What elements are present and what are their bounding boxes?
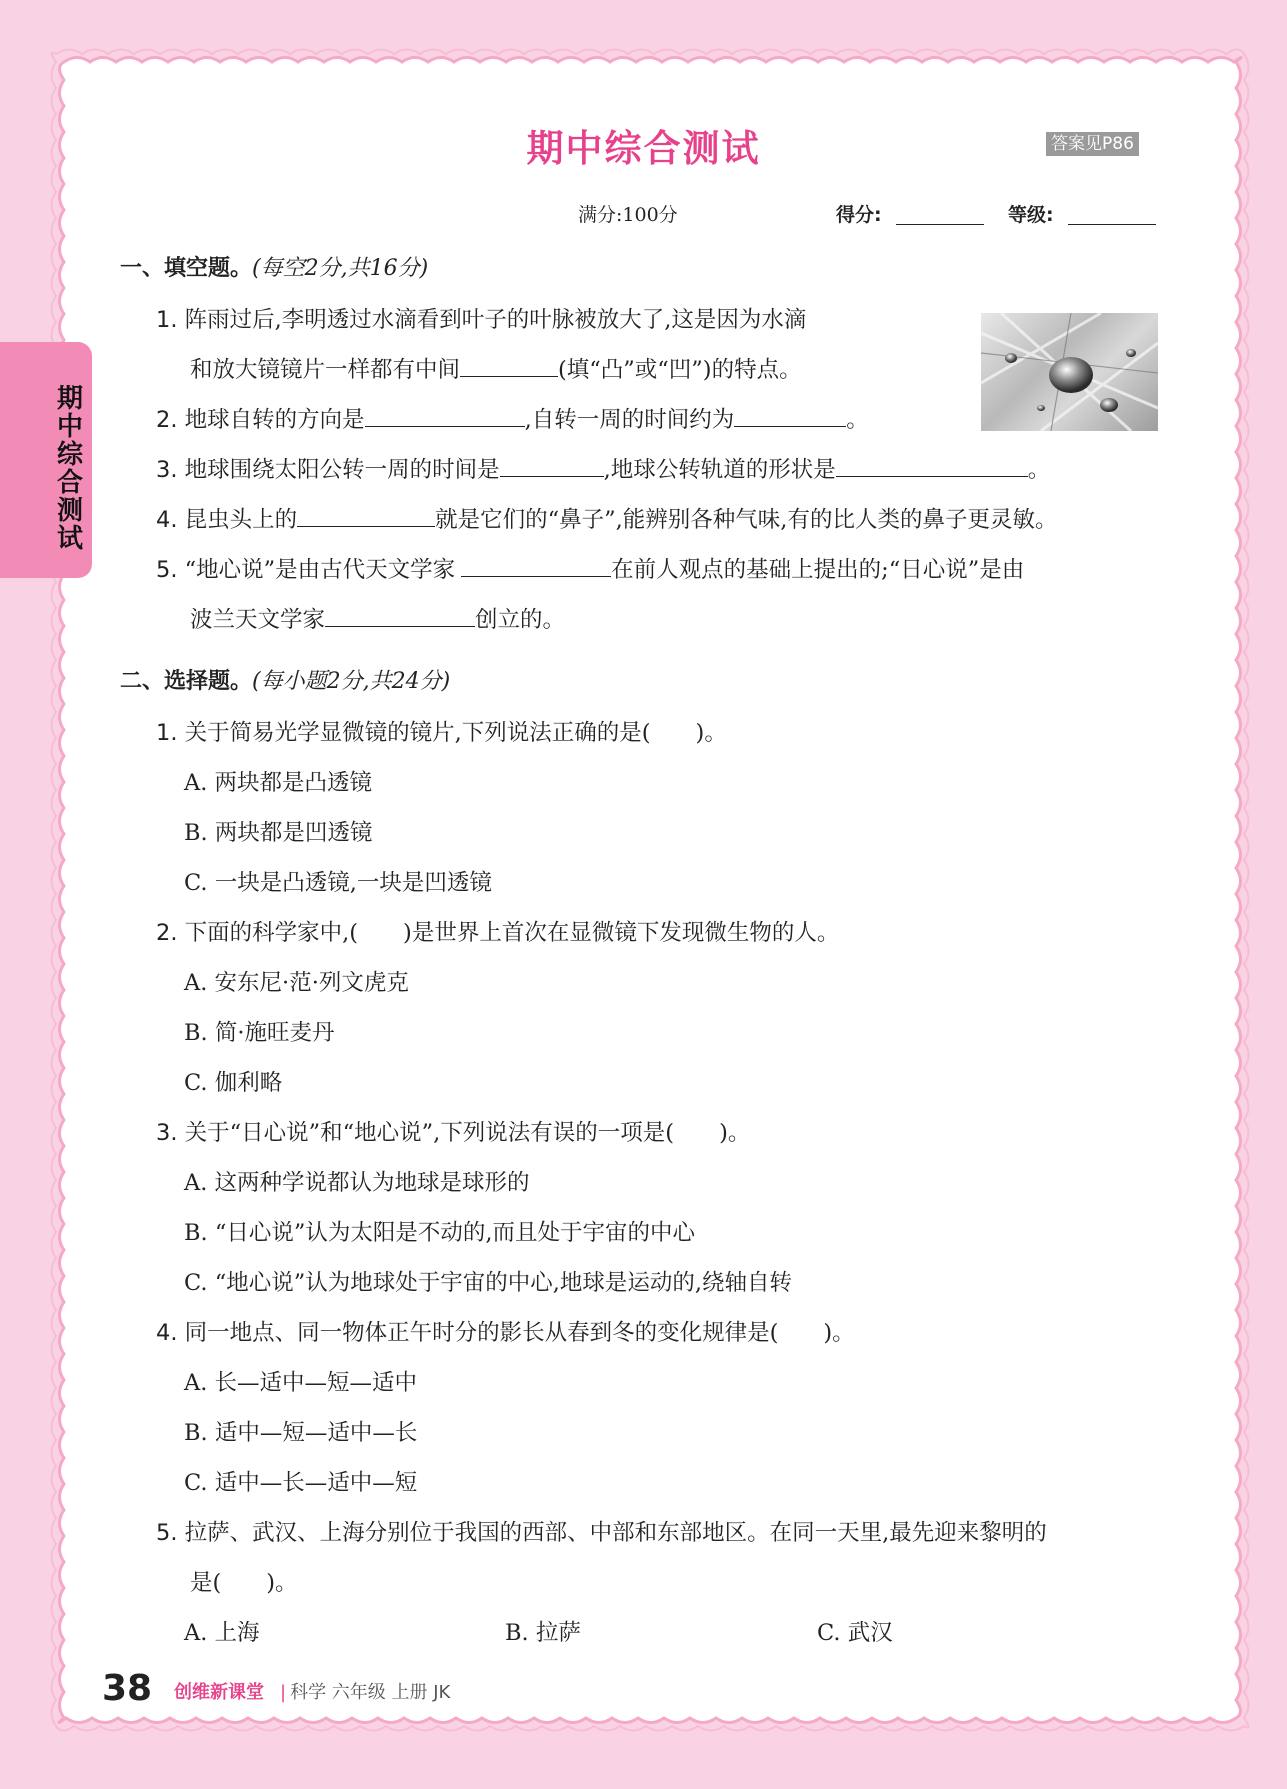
fill-question-4: 4. 昆虫头上的 就是它们的“鼻子”,能辨别各种气味,有的比人类的鼻子更灵敏。 (156, 507, 1058, 533)
choice-1-option-b[interactable]: B. 两块都是凹透镜 (184, 820, 373, 846)
fill-question-5-line-2: 波兰天文学家 创立的。 (190, 607, 566, 633)
section-1-heading: 一、填空题。(每空2分,共16分) (120, 256, 429, 281)
score-blank[interactable] (896, 224, 984, 225)
answer-blank[interactable] (460, 376, 558, 377)
page-number: 38 (102, 1668, 153, 1709)
choice-4-option-a[interactable]: A. 长—适中—短—适中 (184, 1370, 418, 1396)
fill-question-5-line-1: 5. “地心说”是由古代天文学家 在前人观点的基础上提出的;“日心说”是由 (156, 557, 1025, 583)
choice-question-1: 1. 关于简易光学显微镜的镜片,下列说法正确的是( )。 (156, 720, 727, 746)
fill-question-2: 2. 地球自转的方向是 ,自转一周的时间约为 。 (156, 407, 869, 433)
choice-question-2: 2. 下面的科学家中,( )是世界上首次在显微镜下发现微生物的人。 (156, 920, 840, 946)
fill-question-1-line-2: 和放大镜镜片一样都有中间 (填“凸”或“凹”)的特点。 (190, 357, 802, 383)
score-row (0, 200, 1287, 230)
choice-question-3: 3. 关于“日心说”和“地心说”,下列说法有误的一项是( )。 (156, 1120, 751, 1146)
choice-question-4: 4. 同一地点、同一物体正午时分的影长从春到冬的变化规律是( )。 (156, 1320, 855, 1346)
choice-2-option-a[interactable]: A. 安东尼·范·列文虎克 (184, 970, 409, 996)
answer-blank[interactable] (734, 426, 846, 427)
choice-1-option-a[interactable]: A. 两块都是凸透镜 (184, 770, 373, 796)
answer-blank[interactable] (836, 476, 1028, 477)
answer-blank[interactable] (461, 576, 611, 577)
answer-blank[interactable] (297, 526, 435, 527)
full-score-label: 满分:100分 (578, 204, 678, 226)
choice-5-option-c[interactable]: C. 武汉 (817, 1620, 893, 1646)
choice-3-option-c[interactable]: C. “地心说”认为地球处于宇宙的中心,地球是运动的,绕轴自转 (184, 1270, 793, 1296)
fill-question-1-line-1: 1. 阵雨过后,李明透过水滴看到叶子的叶脉被放大了,这是因为水滴 (156, 307, 807, 333)
choice-5-option-a[interactable]: A. 上海 (184, 1620, 260, 1646)
answer-blank[interactable] (500, 476, 604, 477)
answer-reference-badge: 答案见P86 (1046, 132, 1139, 156)
brand-name: 创维新课堂 (174, 1682, 264, 1703)
fill-question-3: 3. 地球围绕太阳公转一周的时间是 ,地球公转轨道的形状是 。 (156, 457, 1051, 483)
choice-4-option-b[interactable]: B. 适中—短—适中—长 (184, 1420, 418, 1446)
choice-3-option-b[interactable]: B. “日心说”认为太阳是不动的,而且处于宇宙的中心 (184, 1220, 695, 1246)
grade-label: 等级: (1008, 204, 1054, 226)
answer-blank[interactable] (325, 626, 475, 627)
grade-blank[interactable] (1068, 224, 1156, 225)
choice-2-option-c[interactable]: C. 伽利略 (184, 1070, 283, 1096)
score-label: 得分: (836, 204, 882, 226)
book-info: | 科学 六年级 上册 JK (280, 1682, 451, 1703)
section-2-heading: 二、选择题。(每小题2分,共24分) (120, 669, 451, 694)
side-tab-label: 期 中 综 合 测 试 (56, 384, 83, 554)
choice-4-option-c[interactable]: C. 适中—长—适中—短 (184, 1470, 418, 1496)
choice-question-5-line-2: 是( )。 (190, 1570, 298, 1596)
choice-1-option-c[interactable]: C. 一块是凸透镜,一块是凹透镜 (184, 870, 492, 896)
choice-3-option-a[interactable]: A. 这两种学说都认为地球是球形的 (184, 1170, 530, 1196)
page-title: 期中综合测试 (526, 127, 761, 170)
water-drop-leaf-photo (981, 313, 1158, 431)
answer-blank[interactable] (365, 426, 525, 427)
choice-2-option-b[interactable]: B. 简·施旺麦丹 (184, 1020, 335, 1046)
choice-5-option-b[interactable]: B. 拉萨 (505, 1620, 581, 1646)
choice-question-5-line-1: 5. 拉萨、武汉、上海分别位于我国的西部、中部和东部地区。在同一天里,最先迎来黎明的 (156, 1520, 1047, 1546)
